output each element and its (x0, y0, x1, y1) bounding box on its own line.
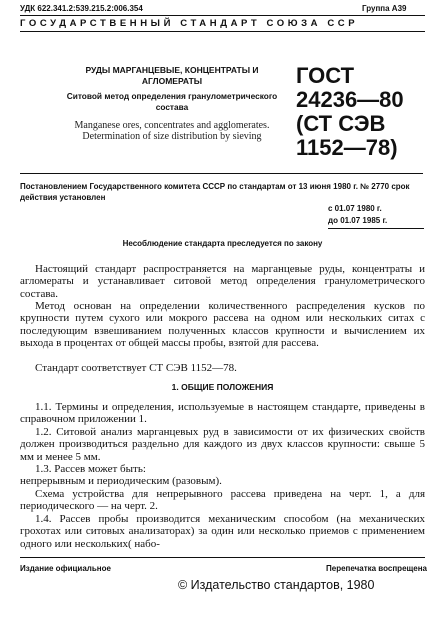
gost-number: 24236—80 (296, 87, 404, 112)
intro-paragraph-1: Настоящий стандарт распространяется на марганцевые руды, концентраты и агломераты и устанавливает ситовой метод определения гранулометрического состава. (20, 263, 425, 300)
gost-number-block (296, 65, 404, 159)
header-rule-top (20, 15, 425, 16)
reprint-prohibited: Перепечатка воспрещена (326, 564, 427, 573)
copyright: © Издательство стандартов, 1980 (178, 578, 375, 592)
st-sev-number: 1152—78) (296, 135, 398, 160)
clause-1-3: 1.3. Рассев может быть: (35, 463, 146, 475)
validity-underline (328, 228, 424, 229)
official-edition: Издание официальное (20, 564, 111, 573)
header-rule-bottom (20, 31, 425, 32)
clause-1-1: 1.1. Термины и определения, используемые в настоящем стандарте, приведены в справочном приложении 1. (20, 401, 425, 426)
scheme-paragraph: Схема устройства для непрерывного рассева приведена на черт. 1, а для периодического — на черт. 2. (20, 488, 425, 513)
st-sev-label: (СТ СЭВ (296, 111, 386, 136)
decree-text: Постановлением Государственного комитета СССР по стандартам от 13 июня 1980 г. № 2770 срок действия установлен (20, 182, 410, 202)
clause-1-3-item: непрерывным и периодическим (разовым). (20, 475, 222, 487)
clause-1-4: 1.4. Рассев пробы производится механическим способом (на механических грохотах или ситовых анализаторах) за один или несколько приемов с применением одного или нескольких( набо- (20, 513, 425, 550)
document-title-en: Manganese ores, concentrates and agglomerates. Determination of size distribution by sieving (74, 120, 270, 142)
gost-label: ГОСТ (296, 63, 355, 88)
intro-paragraph-2: Метод основан на определении количественного распределения кусков по крупности путем сухого или мокрого рассева на одном или нескольких ситах с последующим взвешиванием полученных классов крупности и вычислением их выхода в процентах от общей массы пробы, взятой для рассева. (20, 300, 425, 350)
standard-banner: ГОСУДАРСТВЕННЫЙ СТАНДАРТ СОЮЗА ССР (20, 18, 359, 29)
udk-code: УДК 622.341.2:539.215.2:006.354 (20, 4, 143, 13)
legal-warning: Несоблюдение стандарта преследуется по закону (122, 239, 323, 248)
validity-from: с 01.07 1980 г. (328, 204, 382, 213)
clause-1-2: 1.2. Ситовой анализ марганцевых руд в зависимости от их физических свойств должен производиться раздельно для каждого из двух классов крупности: свыше 5 мм и менее 5 мм. (20, 426, 425, 463)
footer-rule (20, 557, 425, 558)
section-heading: 1. ОБЩИЕ ПОЛОЖЕНИЯ (171, 382, 274, 392)
method-title-ru: Ситовой метод определения гранулометрического состава (66, 91, 278, 112)
document-title-ru: РУДЫ МАРГАНЦЕВЫЕ, КОНЦЕНТРАТЫ И АГЛОМЕРАТЫ (85, 65, 259, 86)
group-code: Группа А39 (362, 4, 407, 13)
decree-rule (20, 173, 423, 174)
validity-to: до 01.07 1985 г. (328, 216, 388, 225)
intro-paragraph-3: Стандарт соответствует СТ СЭВ 1152—78. (35, 362, 237, 374)
